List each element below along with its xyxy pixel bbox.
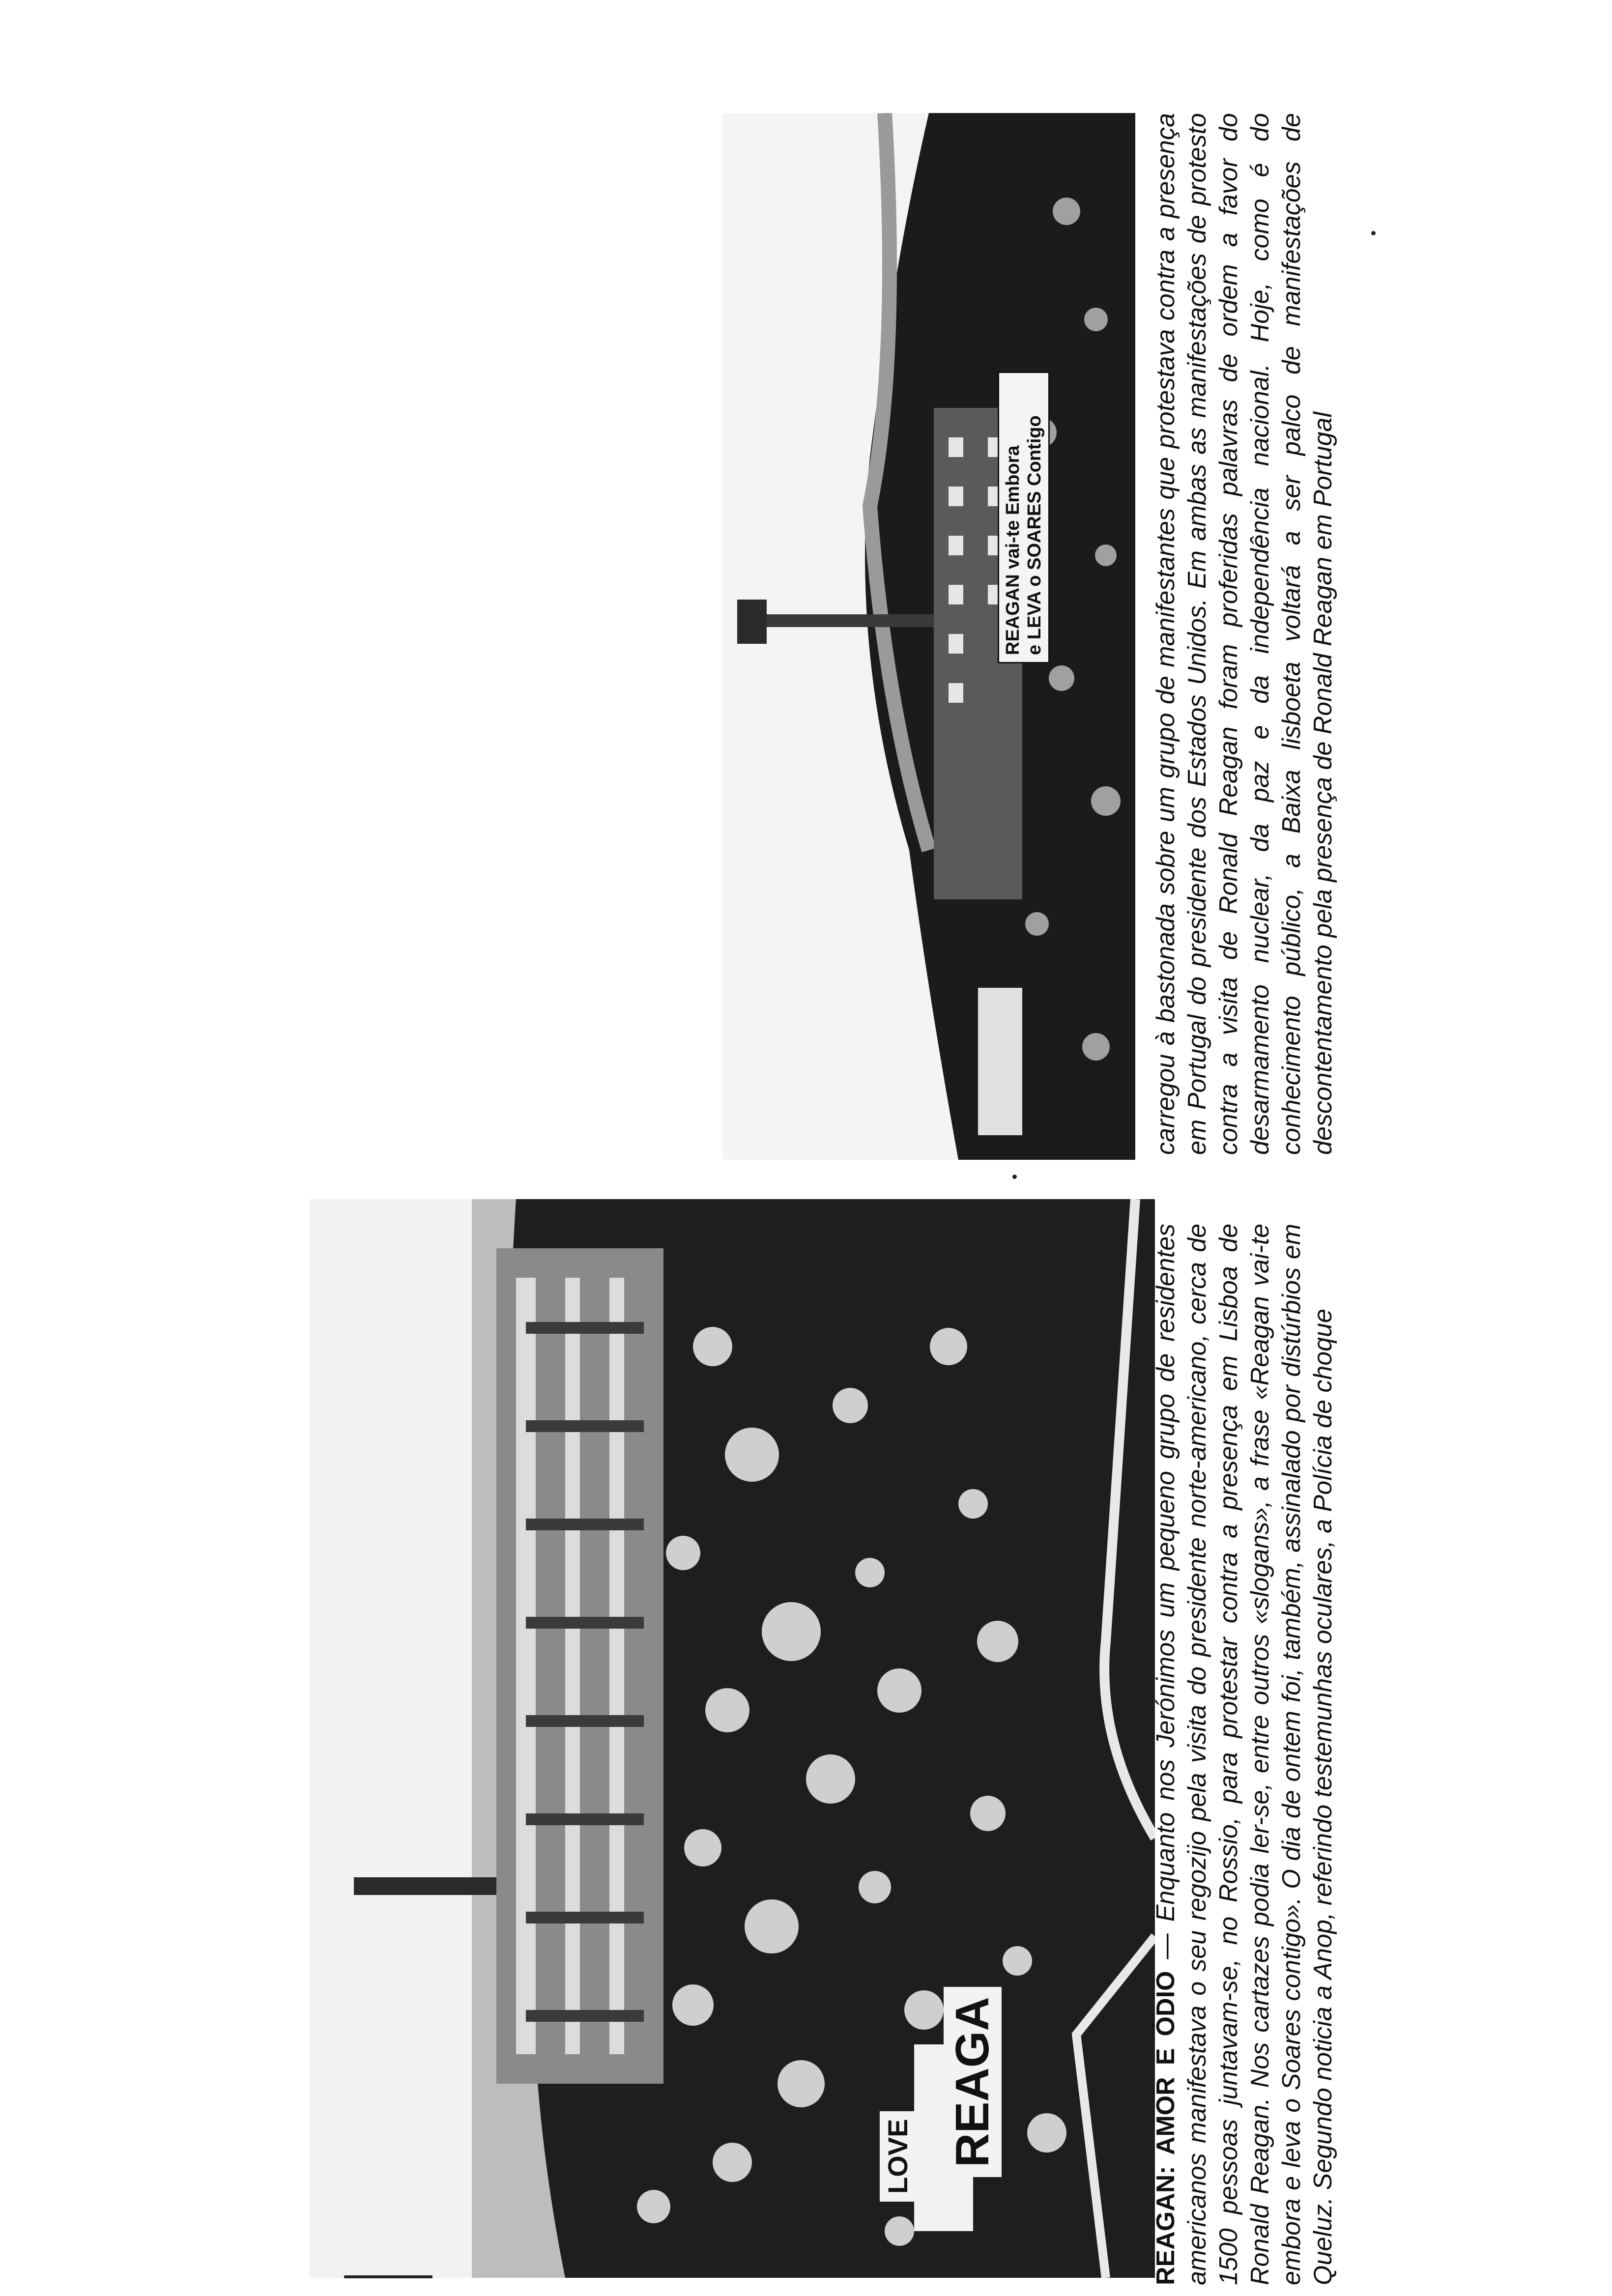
caption-right-paragraph — [1150, 113, 1339, 1155]
caption-right-text: carregou à bastonada sobre um grupo de manifestantes que protestava contra a presença em Portugal do presidente dos Estados Unidos. Em ambas as manifestações de protesto contra a visita de Ronald Reagan foram proferidas palavras de ordem a favor do desarmamento nuclear, da paz e da independência nacional. Hoje, como é do conhecimento público, a Baixa lisboeta voltará a ser palco de manifestações de descontentamento pela presença de Ronald Reagan em Portugal — [1151, 113, 1337, 1155]
protest-banner-line-2: e LEVA o SOARES Contigo — [1024, 415, 1045, 655]
scan-mark — [344, 2275, 432, 2278]
protest-banner-line-1: REAGAN vai-te Embora — [1003, 445, 1023, 655]
reagan-sign-text: REAGA — [946, 1997, 999, 2167]
headline: REAGAN: AMOR E ÓDIO — [1151, 1971, 1180, 2285]
caption-left-paragraph — [1150, 1224, 1339, 2285]
scan-mark — [1371, 231, 1376, 235]
caption-right — [1150, 113, 1337, 1155]
protest-photo-graphic — [722, 113, 1135, 1160]
caption-left-text: — Enquanto nos Jerónimos um pequeno grupo de residentes americanos manifestava o seu regozijo pela visita do presidente norte-americano, cerca de 1500 pessoas juntavam-se, no Rossio, para protestar contra a presença em Lisboa de Ronald Reagan. Nos cartazes podia ler-se, entre outros «slogans», a frase «Reagan vai-te embora e leva o Soares contigo». O dia de ontem foi, também, assinalado por distúrbios em Queluz. Segundo noticia a Anop, referindo testemunhas oculares, a Polícia de choque — [1151, 1224, 1337, 2285]
scan-mark — [1012, 1175, 1017, 1179]
love-banner-text: LOVE — [882, 2119, 913, 2194]
reagan-sign — [944, 1987, 1002, 2177]
love-banner — [880, 2111, 916, 2202]
caption-left — [1150, 1224, 1337, 2285]
photo-jeronimos-crowd — [310, 1199, 1155, 2278]
reagan-protest-banner — [998, 372, 1050, 663]
photo-rossio-protest — [722, 113, 1135, 1160]
crowd-photo-graphic — [310, 1199, 1155, 2278]
